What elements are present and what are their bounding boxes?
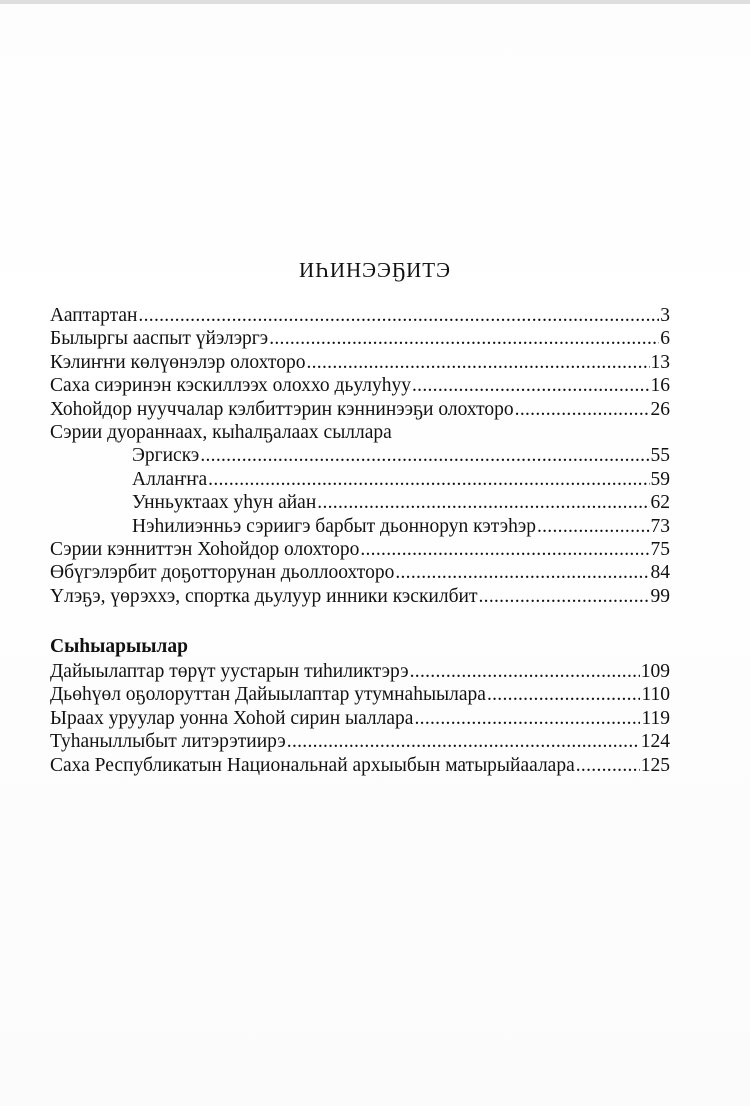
toc-entry-title: Эргискэ [132,445,200,467]
toc-entry-page: 73 [650,515,670,537]
toc-entry-title: Сэрии дуораннаах, кыһалҕалаах сыллара [50,421,392,443]
toc-entry-title: Туһаныллыбыт литэрэтиирэ [50,731,286,753]
toc-leader-dots [537,515,650,538]
toc-entry [50,707,670,730]
toc-entry-title: Саха Республикатын Национальнай архыыбын матырыйаалара [50,754,575,776]
toc-entry-title: Сэрии кэнниттэн Хоһойдор олохторо [50,538,360,560]
toc-entry-title: Дайыылаптар төрүт уустарын тиһиликтэрэ [50,661,409,682]
toc-entry-page: 55 [650,445,670,467]
toc-leader-dots [360,538,649,561]
toc-leader-dots [208,468,649,491]
toc-entry [50,421,670,444]
toc-entry-title: Саха сиэринэн кэскиллээх олоххо дьулуһуу [50,375,411,397]
toc-leader-dots [412,374,650,397]
toc-leader-dots [576,754,640,777]
toc-entry-title: Хоһойдор нууччалар кэлбиттэрин кэннинээҕи олохторо [50,398,514,420]
toc-entry-title: Кэлиҥҥи көлүөнэлэр олохторо [50,351,306,373]
toc-entry-title: Унньуктаах уһун айан [132,492,317,514]
toc-leader-dots [306,351,649,374]
page-title: ИҺИНЭЭҔИТЭ [299,258,451,282]
toc-entry [50,660,670,683]
toc-entry-page: 26 [650,398,670,420]
toc-entry [50,754,670,777]
toc-entry [50,468,670,491]
toc-entry-page: 3 [660,305,670,326]
toc-entry-title: Ыраах уруулар уонна Хоһой сирин ыаллара [50,707,414,729]
toc-entry-page: 110 [641,684,670,706]
toc-leader-dots [138,304,659,327]
toc-leader-dots [478,585,649,608]
toc-entry-title: Нэһилиэнньэ сэриигэ барбыт дьонноруn кэтэһэр [132,515,536,537]
page-edge-shadow [0,0,750,4]
toc-entry [50,398,670,421]
toc-entry-title: Өбүгэлэрбит доҕотторунан дьоллоохторо [50,562,395,584]
toc-entry [50,444,670,467]
section-heading-appendix: Сыһыарыылар [50,636,188,657]
toc-leader-dots [395,561,649,584]
toc-entry [50,730,670,753]
toc-leader-dots [200,444,649,467]
toc-entry-title: Аллаҥҥа [132,468,208,490]
toc-entry-title: Үлэҕэ, үөрэххэ, спортка дьулуур инники кэскилбит [50,585,478,607]
toc-entry [50,374,670,397]
toc-entry-page: 13 [650,351,670,373]
toc-leader-dots [414,707,640,730]
toc-entry [50,585,670,608]
toc-leader-dots [317,491,649,514]
toc-entry-page: 109 [640,661,670,682]
toc-entry-page: 62 [650,492,670,514]
toc-leader-dots [487,683,641,706]
toc-entry-page: 99 [650,585,670,607]
toc-entry [50,561,670,584]
toc-entry-page: 6 [660,328,670,350]
toc-entry-page: 119 [641,707,670,729]
toc-entry-page: 125 [640,754,670,776]
toc-entry [50,491,670,514]
toc-entry [50,304,670,327]
table-of-contents [50,304,670,608]
toc-leader-dots [287,730,640,753]
toc-leader-dots [269,327,659,350]
toc-entry [50,683,670,706]
toc-entry [50,351,670,374]
toc-entry-title: Дьөһүөл оҕолоруттан Дайыылаптар утумнаһыылара [50,684,486,706]
toc-entry-page: 59 [650,468,670,490]
toc-entry-page: 16 [650,375,670,397]
toc-entry-page: 84 [650,562,670,584]
toc-entry [50,515,670,538]
toc-entry-title: Ааптартан [50,305,138,326]
toc-entry [50,327,670,350]
toc-leader-dots [515,398,650,421]
toc-entry [50,538,670,561]
toc-entry-page: 75 [650,538,670,560]
toc-entry-title: Былыргы ааспыт үйэлэргэ [50,328,269,350]
appendix-list [50,660,670,777]
toc-entry-page: 124 [640,731,670,753]
toc-leader-dots [410,660,640,683]
